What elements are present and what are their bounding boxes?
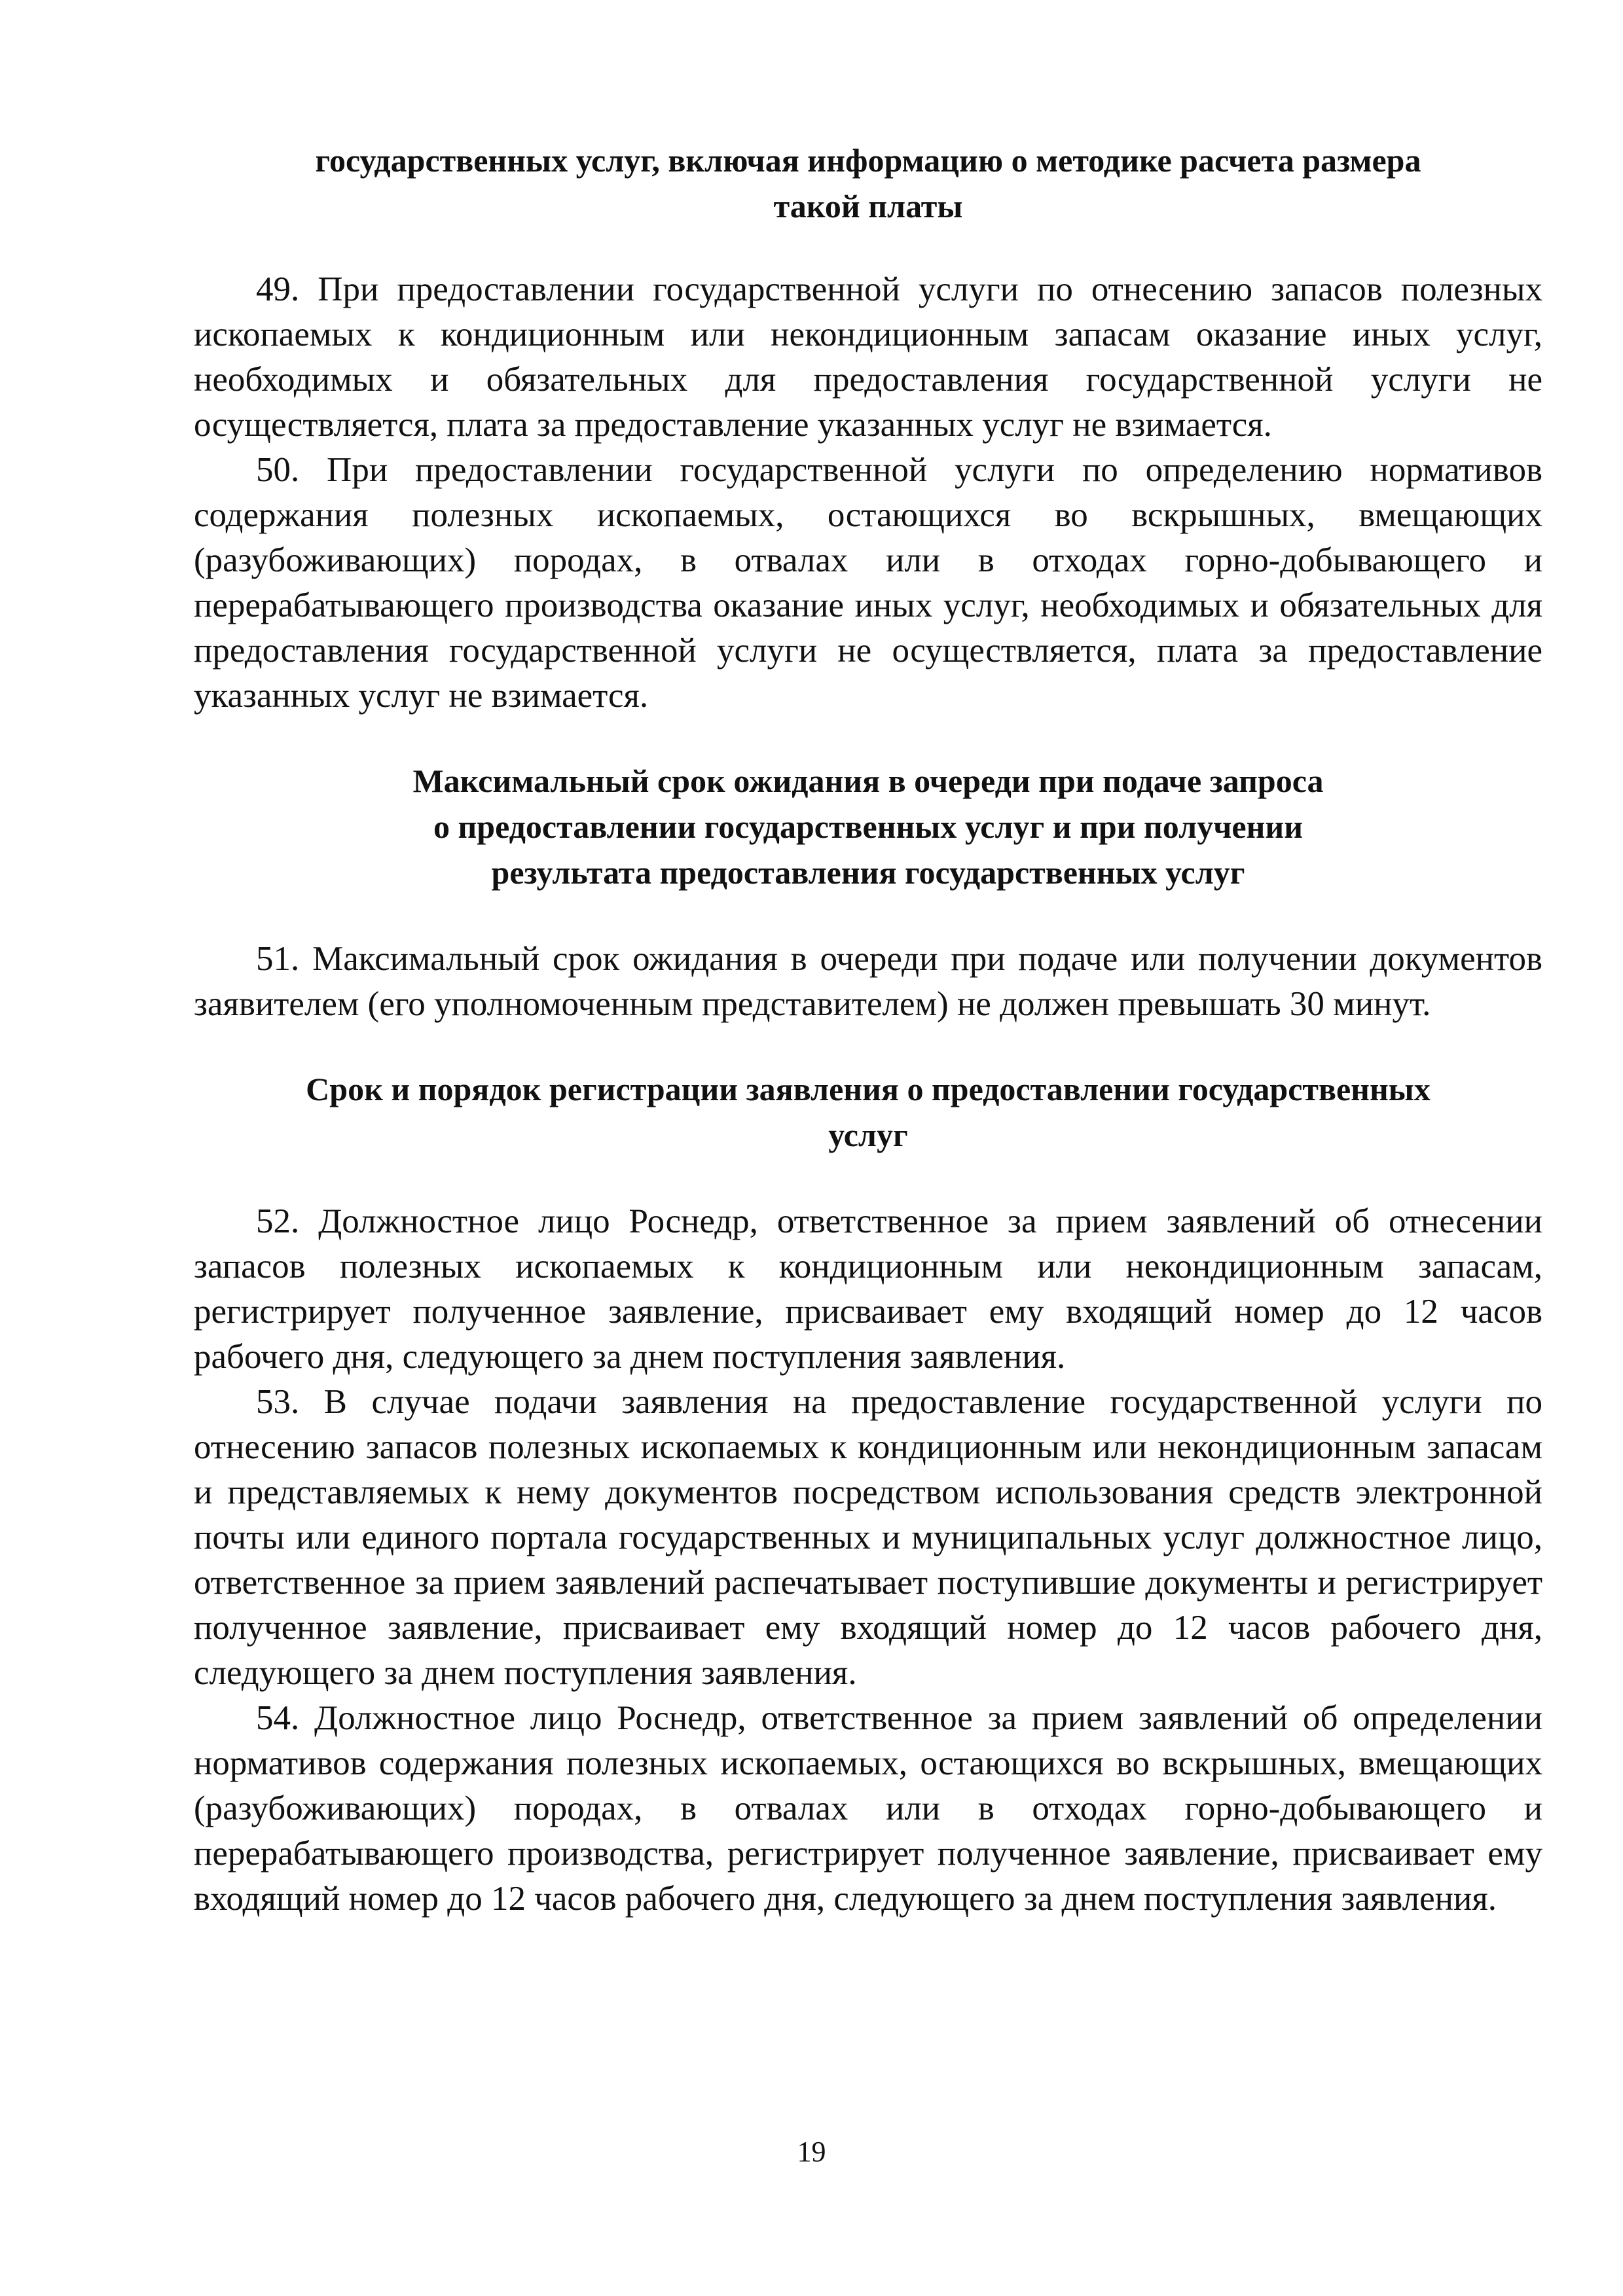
heading-line: Максимальный срок ожидания в очереди при подаче запроса xyxy=(412,762,1324,799)
heading-line: Срок и порядок регистрации заявления о предоставлении государственных xyxy=(306,1071,1431,1107)
section-heading-queue-time xyxy=(194,758,1542,895)
heading-line: такой платы xyxy=(773,188,963,224)
document-page xyxy=(194,137,1542,1922)
paragraph-52: 52. Должностное лицо Роснедр, ответственное за прием заявлений об отнесении запасов полезных ископаемых к кондиционным или некондиционным запасам, регистрирует полученное заявление, присваивает ему входящий номер до 12 часов рабочего дня, следующего за днем поступления заявления. xyxy=(194,1202,1542,1376)
paragraph-53: 53. В случае подачи заявления на предоставление государственной услуги по отнесению запасов полезных ископаемых к кондиционным или некондиционным запасам и представляемых к нему документов посредством использования средств электронной почты или единого портала государственных и муниципальных услуг должностное лицо, ответственное за прием заявлений распечатывает поступившие документы и регистрирует полученное заявление, присваивает ему входящий номер до 12 часов рабочего дня, следующего за днем поступления заявления. xyxy=(194,1383,1542,1692)
section-heading-fee xyxy=(194,137,1542,229)
heading-line: услуг xyxy=(828,1117,908,1153)
heading-line: государственных услуг, включая информацию о методике расчета размера xyxy=(315,142,1421,179)
paragraph-50: 50. При предоставлении государственной услуги по определению нормативов содержания полезных ископаемых, остающихся во вскрышных, вмещающих (разубоживающих) породах, в отвалах или в отходах горно-добывающего и перерабатывающего производства оказание иных услуг, необходимых и обязательных для предоставления государственной услуги не осуществляется, плата за предоставление указанных услуг не взимается. xyxy=(194,451,1542,715)
paragraph-51: 51. Максимальный срок ожидания в очереди при подаче или получении документов заявителем (его уполномоченным представителем) не должен превышать 30 минут. xyxy=(194,940,1542,1023)
page-number: 19 xyxy=(797,2136,826,2168)
paragraph-54: 54. Должностное лицо Роснедр, ответственное за прием заявлений об определении нормативов содержания полезных ископаемых, остающихся во вскрышных, вмещающих (разубоживающих) породах, в отвалах или в отходах горно-добывающего и перерабатывающего производства, регистрирует полученное заявление, присваивает ему входящий номер до 12 часов рабочего дня, следующего за днем поступления заявления. xyxy=(194,1699,1542,1918)
paragraph-49: 49. При предоставлении государственной услуги по отнесению запасов полезных ископаемых к кондиционным или некондиционным запасам оказание иных услуг, необходимых и обязательных для предоставления государственной услуги не осуществляется, плата за предоставление указанных услуг не взимается. xyxy=(194,270,1542,444)
section-heading-registration xyxy=(194,1066,1542,1158)
heading-line: результата предоставления государственных услуг xyxy=(491,854,1245,891)
heading-line: о предоставлении государственных услуг и при получении xyxy=(433,808,1304,845)
